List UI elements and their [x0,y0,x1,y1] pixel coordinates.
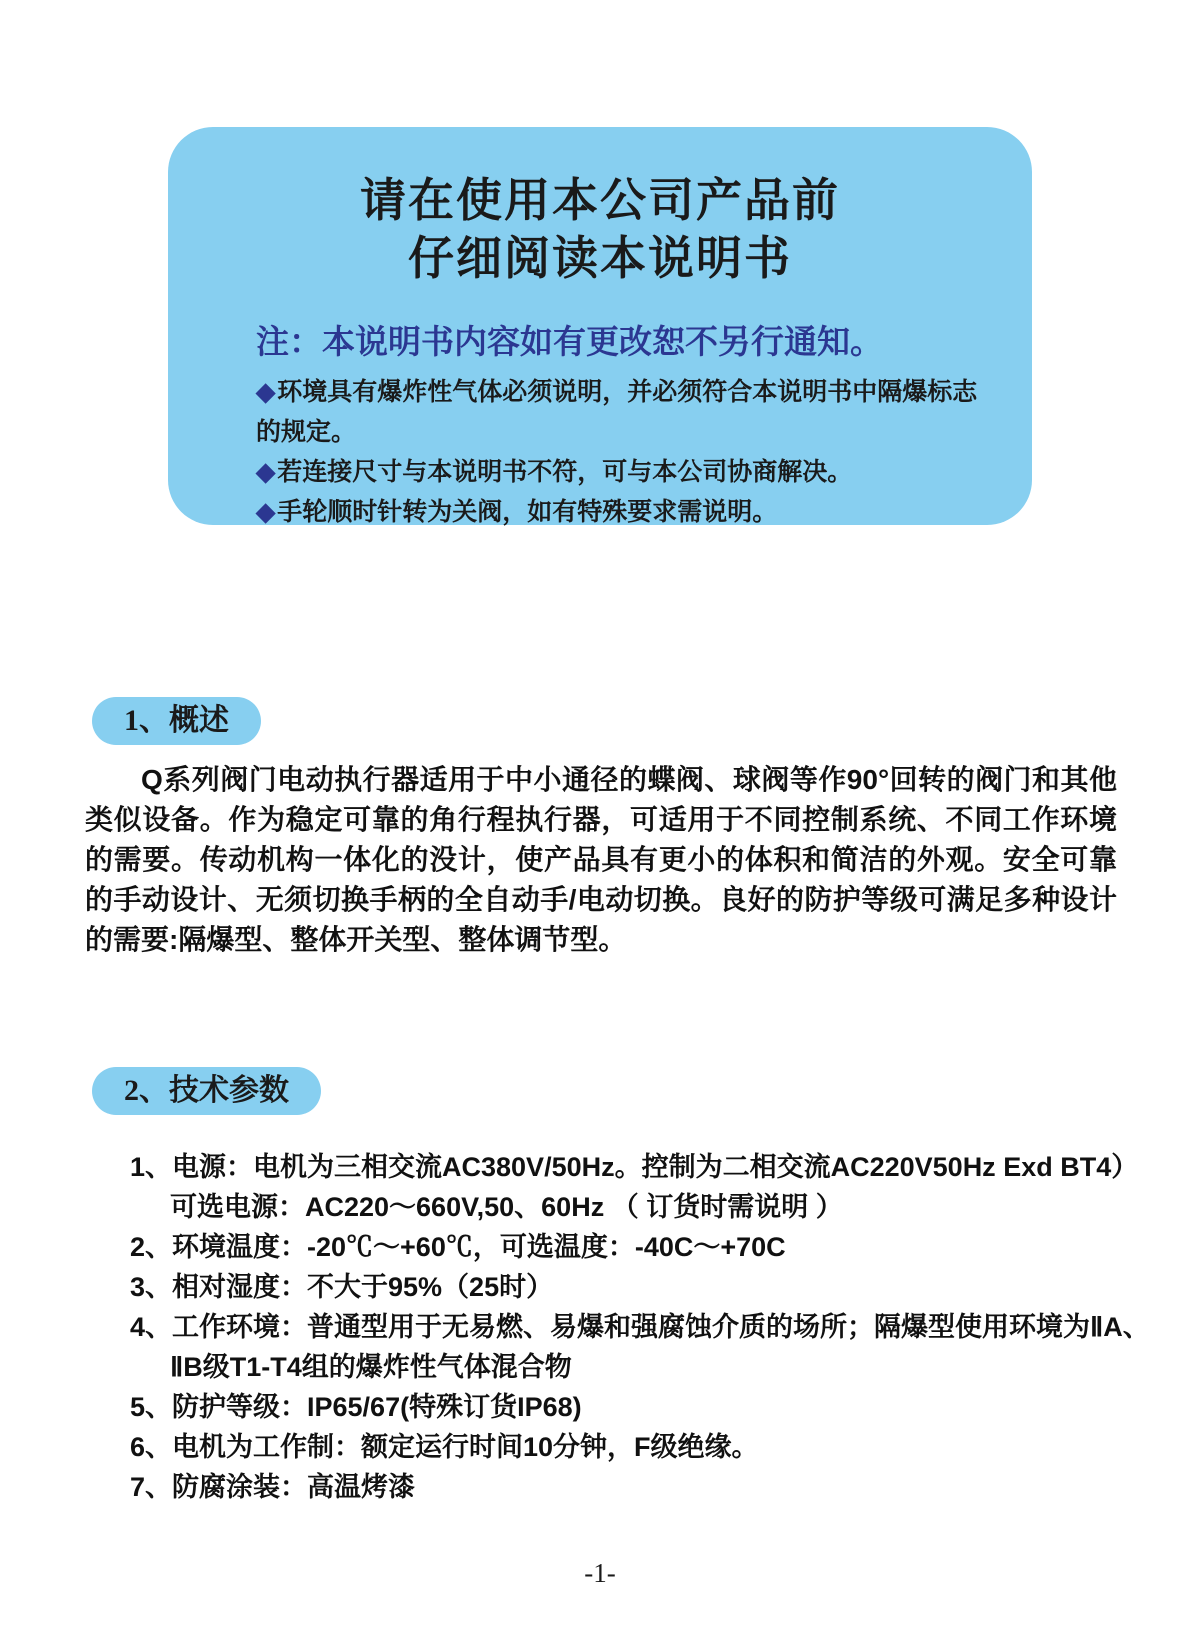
notice-bullet-2 [256,452,996,492]
diamond-bullet-icon: ◆ [256,378,276,406]
overview-paragraph: Q系列阀门电动执行器适用于中小通径的蝶阀、球阀等作90°回转的阀门和其他类似设备。作为稳定可靠的角行程执行器，可适用于不同控制系统、不同工作环境的需要。传动机构一体化的没计，使产品具有更小的体积和简洁的外观。安全可靠的手动设计、无须切换手柄的全自动手/电动切换。良好的防护等级可满足多种设计的需要:隔爆型、整体开关型、整体调节型。 [85,764,1117,955]
tech-line-protection-class: 5、防护等级：IP65/67(特殊订货IP68) [130,1392,582,1422]
notice-note: 注：本说明书内容如有更改恕不另行通知。 [256,325,883,361]
diamond-bullet-icon: ◆ [256,458,276,486]
diamond-bullet-icon: ◆ [256,498,276,526]
tech-line-ambient-temp: 2、环境温度：-20℃～+60℃，可选温度：-40C～+70C [130,1232,786,1262]
page-number: -1- [584,1558,616,1588]
notice-title-line1: 请在使用本公司产品前 [360,175,840,226]
tech-line-motor-duty: 6、电机为工作制：额定运行时间10分钟，F级绝缘。 [130,1432,759,1462]
section-heading-tech-params: 2、技术参数 [92,1067,321,1115]
notice-bullet-1 [256,372,996,452]
notice-bullet-2-text: 若连接尺寸与本说明书不符，可与本公司协商解决。 [277,458,853,486]
tech-line-power-optional: 可选电源：AC220～660V,50、60Hz （ 订货时需说明 ） [170,1192,843,1222]
notice-bullet-3-text: 手轮顺时针转为关阀，如有特殊要求需说明。 [277,498,778,526]
notice-box [168,127,1032,525]
section-heading-overview: 1、概述 [92,697,261,745]
notice-title-line2: 仔细阅读本说明书 [408,233,792,284]
tech-params-list [130,1147,1150,1507]
notice-bullet-3 [256,492,996,532]
notice-bullet-1-text: 环境具有爆炸性气体必须说明，并必须符合本说明书中隔爆标志的规定。 [256,378,978,446]
tech-line-work-environment-cont: ⅡB级T1-T4组的爆炸性气体混合物 [170,1352,572,1382]
tech-line-power: 1、电源：电机为三相交流AC380V/50Hz。控制为二相交流AC220V50Hz Exd BT4） [130,1152,1139,1182]
tech-line-coating: 7、防腐涂装：高温烤漆 [130,1472,416,1502]
tech-line-humidity: 3、相对湿度：不大于95%（25时） [130,1272,554,1302]
tech-line-work-environment: 4、工作环境：普通型用于无易燃、易爆和强腐蚀介质的场所；隔爆型使用环境为ⅡA、 [130,1312,1150,1342]
